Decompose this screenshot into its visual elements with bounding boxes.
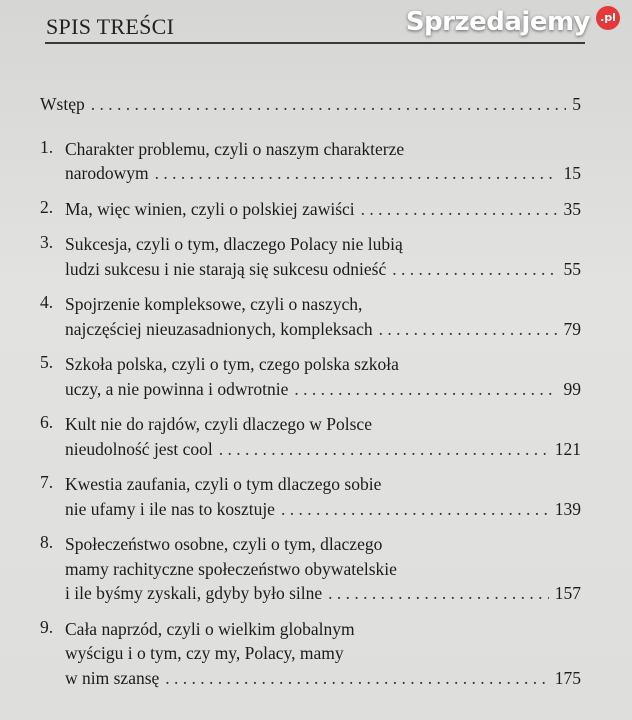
entry-number: 4. — [40, 292, 54, 312]
entry-title-line: Charakter problemu, czyli o naszym charakterze — [65, 138, 405, 159]
dot-leader — [219, 437, 549, 462]
entry-number: 9. — [40, 616, 54, 637]
dot-leader — [155, 161, 558, 186]
entry-title-line: wyścigu i o tym, czy my, Polacy, mamy — [65, 643, 344, 663]
entry-number: 1. — [40, 136, 54, 157]
page-title: SPIS TREŚCI — [46, 14, 175, 39]
toc-entry — [40, 197, 581, 222]
entry-number: 3. — [40, 232, 54, 252]
toc-entry — [40, 532, 581, 606]
entry-title-line: Spojrzenie kompleksowe, czyli o naszych, — [65, 294, 363, 314]
entry-title-line: Sukcesja, czyli o tym, dlaczego Polacy nie lubią — [65, 234, 403, 254]
dot-leader — [379, 317, 558, 342]
entry-title-line: nie ufamy i ile nas to kosztuje — [65, 498, 275, 519]
entry-number: 6. — [40, 412, 54, 432]
page-number: 79 — [563, 318, 581, 339]
page-number: 121 — [554, 438, 581, 459]
watermark-logo: Sprzedajemy — [405, 7, 590, 37]
toc-entry — [40, 232, 581, 281]
watermark — [406, 6, 620, 38]
page-number: 55 — [563, 258, 581, 279]
toc-entry — [40, 352, 581, 401]
dot-leader — [361, 197, 558, 222]
dot-leader — [328, 581, 549, 606]
title-rule — [45, 42, 585, 44]
entry-title-line: narodowym — [65, 163, 149, 183]
page-number: 35 — [563, 198, 581, 219]
table-of-contents — [40, 92, 581, 701]
page-number: 175 — [554, 667, 581, 688]
entry-number: 8. — [40, 532, 54, 552]
entry-title: Wstęp — [40, 94, 85, 114]
toc-entry-intro — [40, 92, 581, 117]
dot-leader — [392, 257, 557, 282]
entry-title-line: Szkoła polska, czyli o tym, czego polska szkoła — [65, 354, 399, 374]
entry-title-line: najczęściej nieuzasadnionych, kompleksach — [65, 318, 373, 339]
page-number: 15 — [563, 163, 581, 183]
entry-number: 2. — [40, 196, 54, 217]
entry-title-line: mamy rachityczne społeczeństwo obywatelskie — [65, 558, 397, 579]
dot-leader — [91, 92, 567, 117]
entry-title-line: Społeczeństwo osobne, czyli o tym, dlaczego — [65, 534, 383, 554]
entry-title-line: w nim szansę — [65, 667, 160, 688]
entry-title-line: Ma, więc winien, czyli o polskiej zawiści — [65, 198, 355, 219]
entry-title-line: nieudolność jest cool — [65, 438, 213, 459]
entry-number: 5. — [40, 352, 54, 372]
entry-title-line: Kult nie do rajdów, czyli dlaczego w Polsce — [65, 414, 372, 434]
dot-leader — [294, 377, 557, 402]
toc-entry — [40, 472, 581, 521]
dot-leader — [281, 497, 549, 522]
toc-entry — [40, 412, 581, 461]
toc-entry — [40, 617, 581, 691]
toc-entry — [40, 292, 581, 341]
watermark-badge: .pl — [596, 6, 620, 30]
page-number: 157 — [554, 583, 581, 603]
page-number: 139 — [554, 498, 581, 519]
entry-title-line: ludzi sukcesu i nie starają się sukcesu odnieść — [65, 258, 387, 279]
dot-leader — [165, 666, 548, 691]
entry-title-line: Cała naprzód, czyli o wielkim globalnym — [65, 618, 355, 639]
page-number: 5 — [572, 94, 581, 114]
entry-number: 7. — [40, 472, 54, 492]
entry-title-line: i ile byśmy zyskali, gdyby było silne — [65, 583, 323, 603]
entry-title-line: uczy, a nie powinna i odwrotnie — [65, 378, 289, 399]
toc-entries — [40, 137, 581, 691]
page-number: 99 — [563, 378, 581, 399]
entry-title-line: Kwestia zaufania, czyli o tym dlaczego sobie — [65, 474, 382, 494]
toc-entry — [40, 137, 581, 186]
